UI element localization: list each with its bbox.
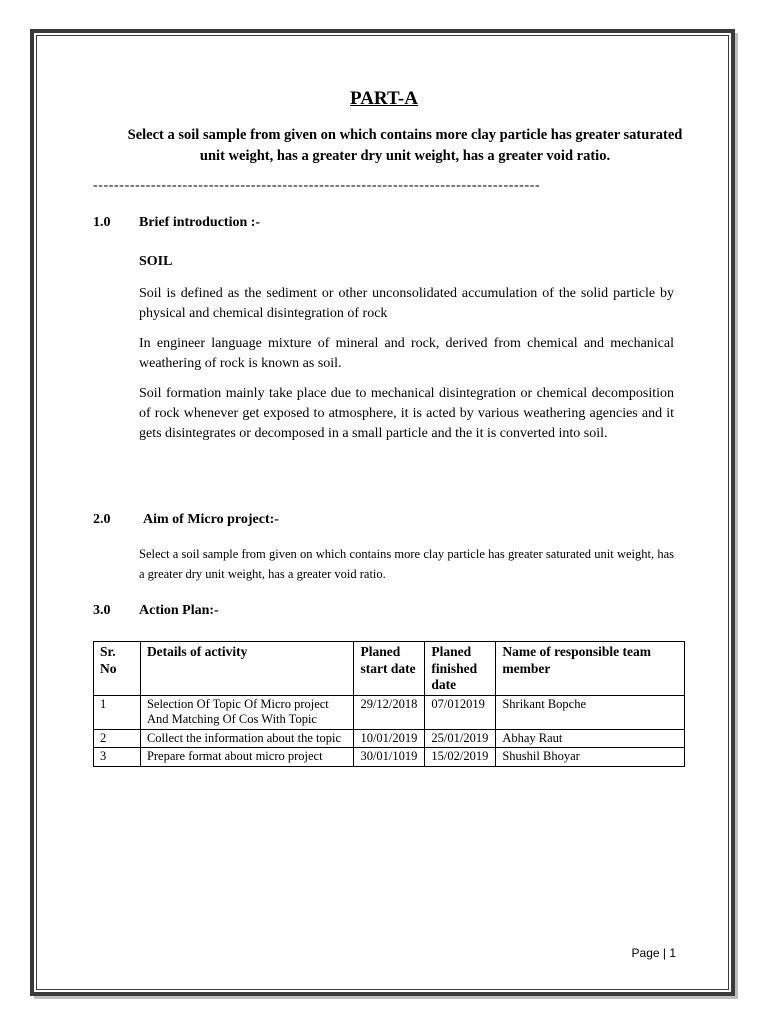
section-1-title: Brief introduction :- [139, 215, 261, 230]
section-1-paragraph-1: Soil is defined as the sediment or other unconsolidated accumulation of the solid particle by physical and chemical disintegration of rock [139, 286, 674, 321]
page-border-shadow-right [735, 33, 738, 999]
section-1-number: 1.0 [93, 215, 111, 230]
cell-team-member: Abhay Raut [496, 729, 685, 748]
section-3-number: 3.0 [93, 603, 111, 618]
page-title: PART-A [350, 88, 418, 109]
section-2-title: Aim of Micro project:- [143, 512, 279, 527]
cell-details: Prepare format about micro project [140, 748, 354, 767]
separator-line: ------------------------------------------------------------------------------------- [93, 178, 541, 193]
header-team-member: Name of responsible team member [496, 642, 685, 696]
cell-start-date: 10/01/2019 [354, 729, 425, 748]
section-1-paragraph-2: In engineer language mixture of mineral and rock, derived from chemical and mechanical weathering of rock is known as soil. [139, 336, 674, 371]
cell-finished-date: 15/02/2019 [425, 748, 496, 767]
table-row [94, 748, 685, 767]
action-plan-table [93, 641, 685, 767]
cell-finished-date: 25/01/2019 [425, 729, 496, 748]
table-row [94, 695, 685, 729]
header-details: Details of activity [140, 642, 354, 696]
section-3-title: Action Plan:- [139, 603, 219, 618]
cell-sr-no: 3 [94, 748, 141, 767]
section-1-paragraph-3: Soil formation mainly take place due to mechanical disintegration or chemical decomposition of rock whenever get exposed to atmosphere, it is acted by various weathering agencies and it gets disintegrates or decomposed in a small particle and the it is converted into soil. [139, 386, 674, 441]
page-number: Page | 1 [631, 946, 676, 960]
header-sr-no: Sr. No [94, 642, 141, 696]
header-finished-date: Planed finished date [425, 642, 496, 696]
page-subtitle: Select a soil sample from given on which contains more clay particle has greater saturated unit weight, has a greater dry unit weight, has a greater void ratio. [127, 127, 683, 164]
section-1-subheading: SOIL [139, 254, 173, 269]
page-border-shadow-bottom [34, 996, 738, 999]
table-header-row [94, 642, 685, 696]
table-row [94, 729, 685, 748]
cell-details: Collect the information about the topic [140, 729, 354, 748]
section-2-paragraph: Select a soil sample from given on which contains more clay particle has greater saturated unit weight, has a greater dry unit weight, has a greater void ratio. [139, 547, 674, 581]
cell-start-date: 30/01/1019 [354, 748, 425, 767]
section-2-number: 2.0 [93, 512, 111, 527]
cell-details: Selection Of Topic Of Micro project And Matching Of Cos With Topic [140, 695, 354, 729]
cell-sr-no: 1 [94, 695, 141, 729]
cell-team-member: Shushil Bhoyar [496, 748, 685, 767]
cell-sr-no: 2 [94, 729, 141, 748]
cell-team-member: Shrikant Bopche [496, 695, 685, 729]
cell-start-date: 29/12/2018 [354, 695, 425, 729]
header-start-date: Planed start date [354, 642, 425, 696]
cell-finished-date: 07/012019 [425, 695, 496, 729]
